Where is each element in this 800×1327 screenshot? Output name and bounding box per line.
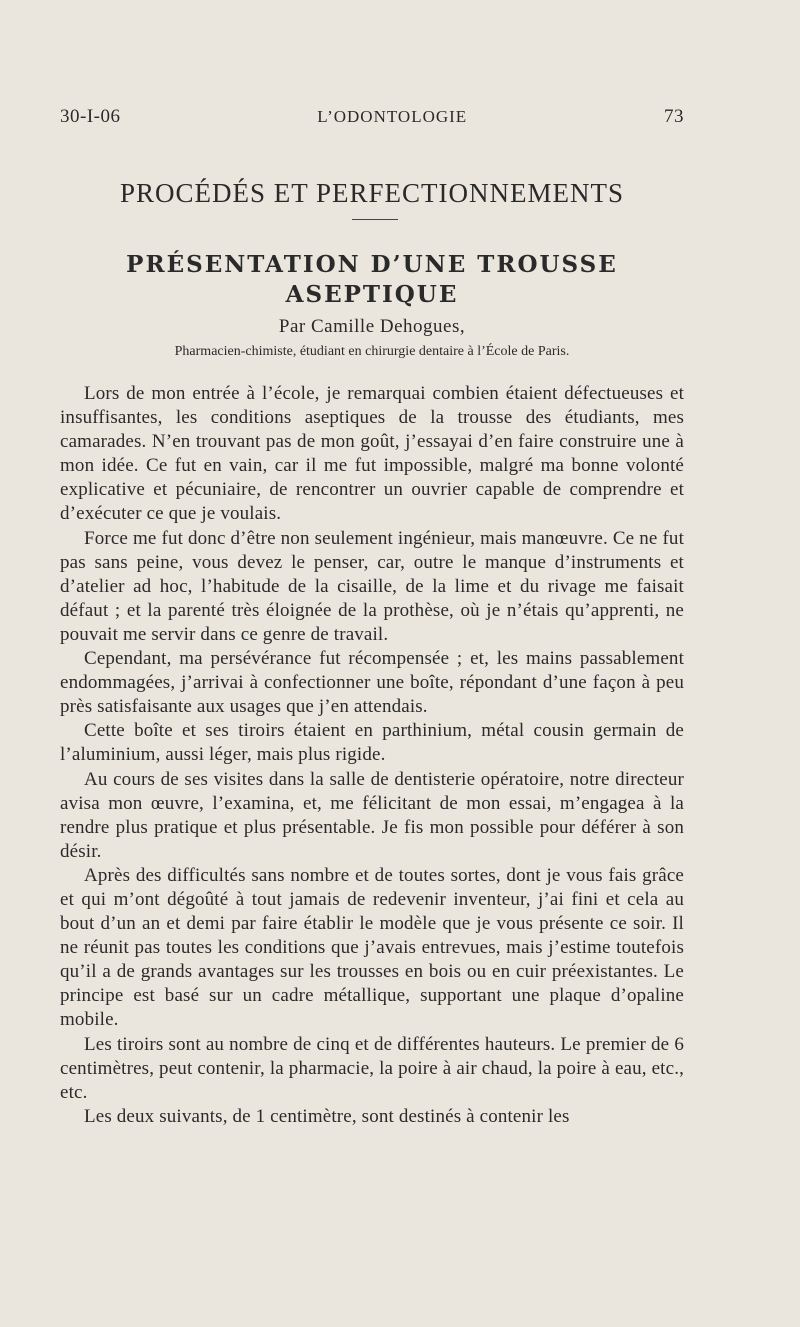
author-affiliation: Pharmacien-chimiste, étudiant en chirurgie dentaire à l’École de Paris. — [174, 344, 570, 359]
page-number: 73 — [663, 106, 684, 127]
article-title — [60, 250, 684, 310]
author-byline: Par Camille Dehogues, — [278, 316, 466, 337]
paragraph: Lors de mon entrée à l’école, je remarquai combien étaient défectueuses et insuffisantes, les conditions aseptiques de la trousse des étudiants, mes camarades. N’en trouvant pas de mon goût, j’essayai d’en faire construire une à mon idée. Ce fut en vain, car il me fut impossible, malgré ma bonne volonté explicative et pécuniaire, de rencontrer un ouvrier capable de comprendre et d’exécuter ce que je voulais. — [60, 383, 684, 525]
paragraph: Au cours de ses visites dans la salle de dentisterie opératoire, notre directeur avisa mon œuvre, l’examina, et, me félicitant de mon essai, m’engagea à la rendre plus pratique et plus présentable. Je fis mon possible pour déférer à son désir. — [60, 768, 684, 862]
title-divider — [352, 219, 398, 220]
paragraph: Après des difficultés sans nombre et de toutes sortes, dont je vous fais grâce et qui m’ont dégoûté à tout jamais de redevenir inventeur, j’ai fini et cela au bout d’un an et demi par faire établir le modèle que je vous présente ce soir. Il ne réunit pas toutes les conditions que j’avais entrevues, mais j’estime toutefois qu’il a de grands avantages sur les trousses en bois ou en cuir préexistantes. Le principe est basé sur un cadre métallique, supportant une plaque d’opaline mobile. — [60, 864, 684, 1031]
paragraph: Cette boîte et ses tiroirs étaient en parthinium, métal cousin germain de l’aluminium, aussi léger, mais plus rigide. — [60, 720, 684, 766]
paragraph: Les deux suivants, de 1 centimètre, sont destinés à contenir les — [84, 1105, 570, 1127]
article-body — [60, 382, 684, 1129]
paragraph: Force me fut donc d’être non seulement ingénieur, mais manœuvre. Ce ne fut pas sans peine, vous devez le penser, car, outre le manque d’instruments et d’atelier ad hoc, l’habitude de la cisaille, de la lime et du rivage me faisait défaut ; et la parenté très éloignée de la prothèse, où je n’étais qu’apprenti, ne pouvait me servir dans ce genre de travail. — [60, 527, 684, 645]
paragraph: Cependant, ma persévérance fut récompensée ; et, les mains passablement endommagées, j’arrivai à confectionner une boîte, répondant d’une façon à peu près satisfaisante aux usages que j’en attendais. — [60, 648, 684, 718]
issue-date: 30-I-06 — [60, 106, 121, 127]
running-header — [60, 106, 684, 128]
paragraph: Les tiroirs sont au nombre de cinq et de différentes hauteurs. Le premier de 6 centimètres, peut contenir, la pharmacie, la poire à air chaud, la poire à eau, etc., etc. — [60, 1033, 684, 1103]
article-title-line-1: PRÉSENTATION D’UNE TROUSSE — [126, 251, 618, 278]
journal-name: L’ODONTOLOGIE — [317, 107, 468, 126]
section-title: PROCÉDÉS ET PERFECTIONNEMENTS — [119, 178, 625, 208]
article-title-line-2: ASEPTIQUE — [285, 281, 459, 308]
